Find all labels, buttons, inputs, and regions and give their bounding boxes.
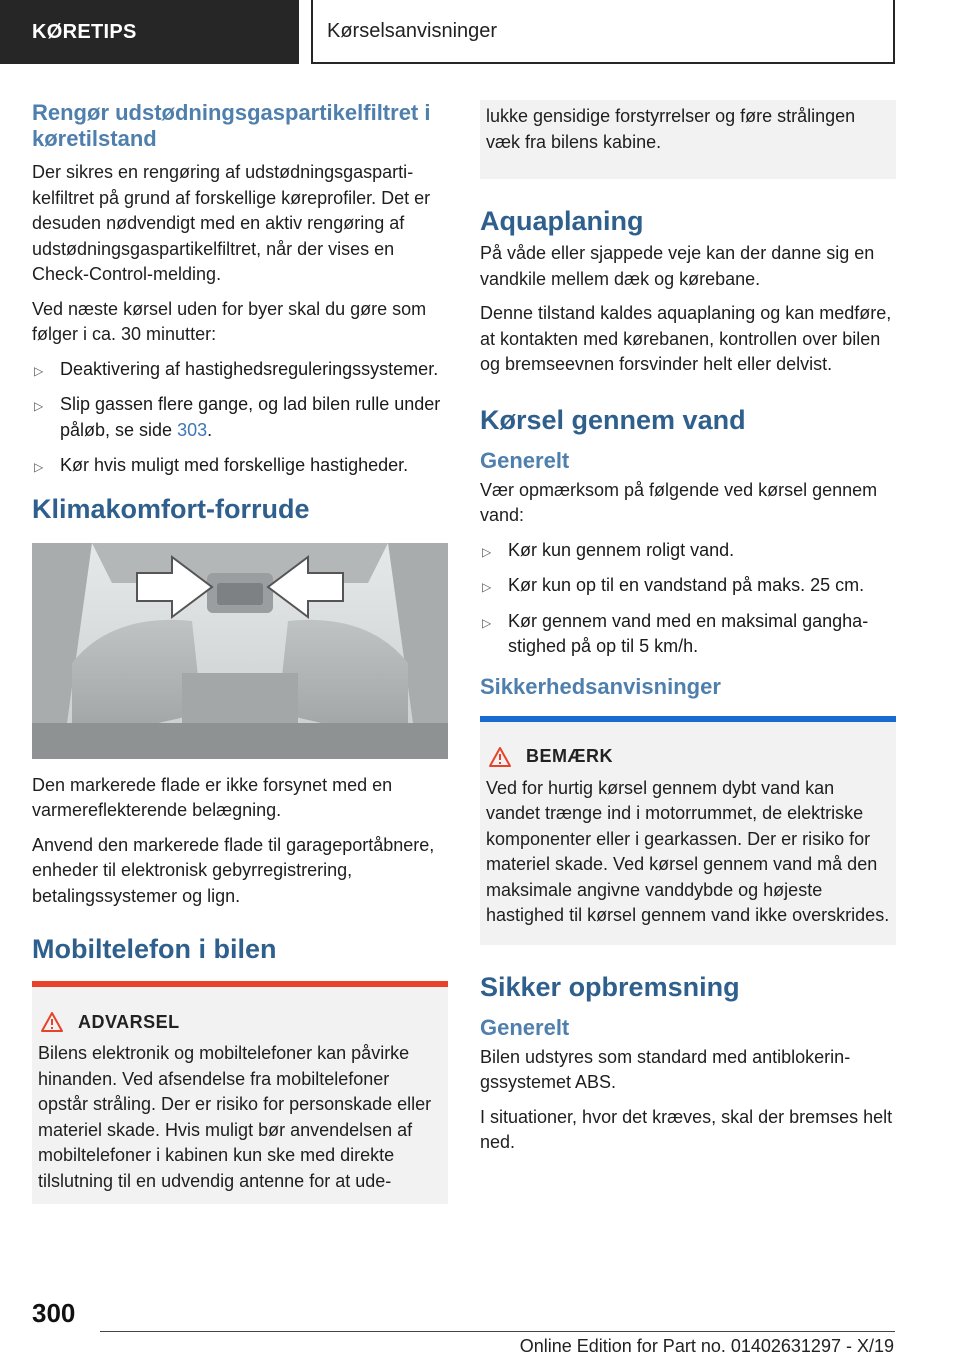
warning-text: Bilens elektronik og mobiltelefoner kan påvirke hinanden. Ved afsendelse fra mobiltelefoner opstår stråling. Der er risiko for personskade eller materiel skade. Hvis muligt bør anvendelsen af mobiltelefoner i kabinen kun ske med direkte tilslutning til en udvendig antenne for at ude- (38, 1043, 432, 1191)
list-item: ▷ Slip gassen flere gange, og lad bilen rulle under påløb, se side 303. (34, 394, 441, 440)
clean-filter-paragraph-1: Der sikres en rengøring af udstødningsgaspartikelfiltret på grund af forskellige køreprofiler. Det er desuden nødvendigt med en aktiv rengøring af udstødningsgaspartikelfiltret, når der vises en Check-Control-melding. (32, 162, 431, 284)
aquaplaning-heading: Aquaplaning (480, 206, 644, 236)
aquaplaning-paragraph-2: Denne tilstand kaldes aquaplaning og kan medføre, at kontakten med kørebanen, kontrollen over bilen og bremseevnen forsvinder helt eller delvist. (480, 303, 892, 374)
mobile-phone-heading: Mobiltelefon i bilen (32, 934, 277, 964)
note-text: Ved for hurtig kørsel gennem dybt vand kan vandet trænge ind i motorrummet, de elektriske komponenter eller i gearkassen. Der er risiko for materiel skade. Ved kørsel gennem vand må den maksimale angivne vanddybde og højeste hastighed til kørsel gennem vand ikke overskrides. (486, 777, 890, 925)
triangle-bullet-icon: ▷ (34, 399, 44, 413)
windshield-photo (32, 543, 448, 759)
safe-braking-subheading: Generelt (480, 1014, 570, 1040)
note-box (480, 716, 896, 945)
climate-windshield-paragraph-2: Anvend den markerede flade til garageportåbnere, enheder til elektronisk gebyrregistrering, betalingssystemer og lign. (32, 834, 435, 906)
car-interior-illustration (32, 543, 448, 759)
clean-filter-steps (32, 357, 448, 479)
water-driving-subheading: Generelt (480, 447, 570, 473)
water-driving-paragraph: Vær opmærksom på følgende ved kørsel gennem vand: (480, 479, 878, 525)
caution-triangle-icon (488, 746, 512, 768)
warning-triangle-icon (40, 1011, 64, 1033)
triangle-bullet-icon: ▷ (482, 544, 492, 559)
clean-filter-heading: Rengør udstødningsgaspartikelfiltret i køretilstand (32, 100, 431, 151)
list-item: ▷ Kør hvis muligt med forskellige hastigheder. (32, 453, 448, 479)
triangle-bullet-icon: ▷ (34, 363, 44, 378)
list-item: ▷ Kør kun gennem roligt vand. (480, 538, 896, 564)
section-tab: KØRETIPS (0, 0, 299, 64)
warning-header (32, 987, 448, 1035)
note-header (480, 722, 896, 770)
list-item: ▷ Kør kun op til en vandstand på maks. 25 cm. (480, 573, 896, 599)
chapter-tab: Kørselsanvisninger (311, 0, 895, 64)
safe-braking-paragraph-2: I situationer, hvor det kræves, skal der bremses helt ned. (480, 1106, 893, 1152)
climate-windshield-heading: Klimakomfort-forrude (32, 493, 310, 524)
page-link-303[interactable]: 303 (177, 419, 208, 440)
aquaplaning-paragraph-1: På våde eller sjappede veje kan der danne sig en vandkile mellem dæk og kørebane. (480, 243, 875, 289)
triangle-bullet-icon: ▷ (482, 580, 492, 594)
list-item: ▷ Kør gennem vand med en maksimal ganghastighed på op til 5 km/h. (482, 610, 869, 656)
warning-label: ADVARSEL (78, 1011, 180, 1032)
warning-box (32, 981, 448, 1204)
warning-text-continued: lukke gensidige forstyrrelser og føre strålingen væk fra bilens kabine. (486, 106, 856, 152)
safety-heading: Sikkerhedsanvisninger (480, 673, 721, 699)
footer-edition: Online Edition for Part no. 01402631297 - X/19 (519, 1336, 894, 1356)
right-column (480, 100, 896, 1165)
safe-braking-paragraph-1: Bilen udstyres som standard med antiblokeringssystemet ABS. (480, 1046, 851, 1092)
triangle-bullet-icon: ▷ (482, 615, 492, 630)
list-item: ▷ Deaktivering af hastighedsreguleringssystemer. (32, 357, 448, 383)
page-header (0, 0, 960, 66)
water-driving-list (480, 538, 896, 660)
warning-box-continued (480, 100, 896, 179)
climate-windshield-paragraph-1: Den markerede flade er ikke forsynet med en varmereflekterende belægning. (32, 774, 393, 820)
footer-divider (100, 1331, 895, 1332)
water-driving-heading: Kørsel gennem vand (480, 404, 746, 435)
note-label: BEMÆRK (526, 746, 613, 766)
left-column (32, 100, 448, 1204)
triangle-bullet-icon: ▷ (34, 460, 44, 474)
safe-braking-heading: Sikker opbremsning (480, 971, 740, 1002)
page-number: 300 (32, 1298, 76, 1328)
clean-filter-paragraph-2: Ved næste kørsel uden for byer skal du gøre som følger i ca. 30 minutter: (32, 298, 427, 344)
